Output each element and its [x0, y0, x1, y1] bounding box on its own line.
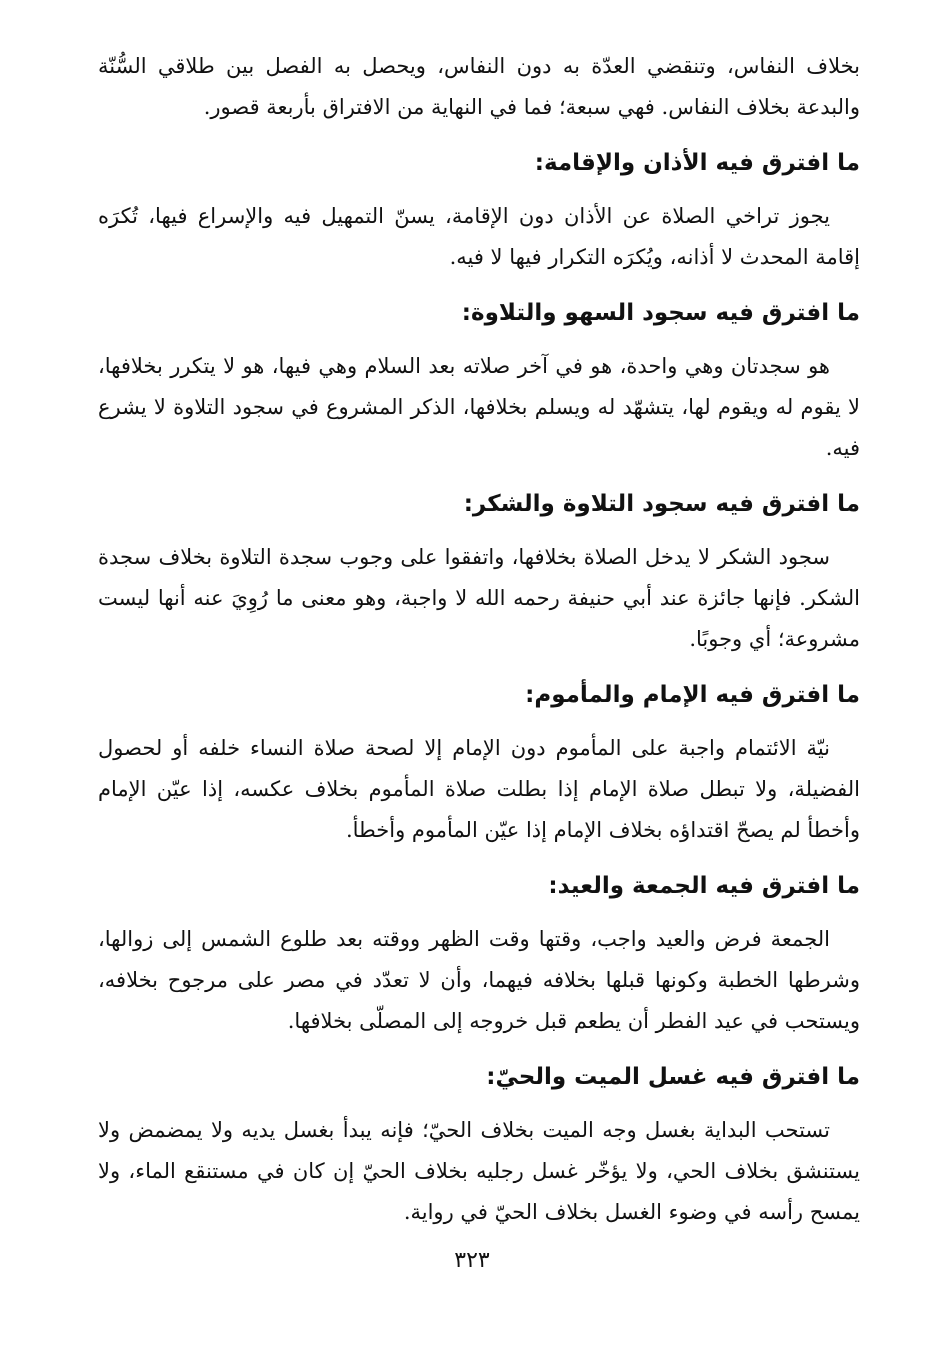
- page-body: [98, 46, 860, 1233]
- section-heading-adhan-iqama: ما افترق فيه الأذان والإقامة:: [534, 150, 860, 176]
- section-body-imam-mamum: نيّة الائتمام واجبة على المأموم دون الإمام إلا لصحة صلاة النساء خلفه أو لحصول الفضيلة، ولا تبطل صلاة الإمام إذا بطلت صلاة المأموم بخلاف عكسه، إذا عيّن الإمام وأخطأ لم يصحّ اقتداؤه بخلاف الإمام إذا عيّن المأموم وأخطأ.: [98, 736, 860, 842]
- section-heading-tilawa-shukr: ما افترق فيه سجود التلاوة والشكر:: [463, 491, 860, 517]
- section-body-jumua-eid: الجمعة فرض والعيد واجب، وقتها وقت الظهر ووقته بعد طلوع الشمس إلى زوالها، وشرطها الخطبة وكونها قبلها بخلافه فيهما، وأن لا تعدّد في مصر على مرجوح بخلافه، ويستحب في عيد الفطر أن يطعم قبل خروجه إلى المصلّى بخلافها.: [98, 927, 860, 1033]
- section-heading-ghusl: ما افترق فيه غسل الميت والحيّ:: [486, 1064, 860, 1090]
- intro-paragraph: بخلاف النفاس، وتنقضي العدّة به دون النفاس، ويحصل به الفصل بين طلاقي السُّنّة والبدعة بخلاف النفاس. فهي سبعة؛ فما في النهاية من الافتراق بأربعة قصور.: [98, 54, 860, 119]
- section-heading-imam-mamum: ما افترق فيه الإمام والمأموم:: [525, 682, 860, 708]
- section-body-ghusl: تستحب البداية بغسل وجه الميت بخلاف الحيّ؛ فإنه يبدأ بغسل يديه ولا يمضمض ولا يستنشق بخلاف الحي، ولا يؤخّر غسل رجليه بخلاف الحيّ إن كان في مستنقع الماء، ولا يمسح رأسه في وضوء الغسل بخلاف الحيّ في رواية.: [98, 1118, 860, 1224]
- section-body-tilawa-shukr: سجود الشكر لا يدخل الصلاة بخلافها، واتفقوا على وجوب سجدة التلاوة بخلاف سجدة الشكر. فإنها جائزة عند أبي حنيفة رحمه الله لا واجبة، وهو معنى ما رُوِيَ عنه أنها ليست مشروعة؛ أي وجوبًا.: [98, 545, 860, 651]
- page-number: ٣٢٣: [454, 1248, 490, 1273]
- section-heading-sahw-tilawa: ما افترق فيه سجود السهو والتلاوة:: [461, 300, 860, 326]
- section-heading-jumua-eid: ما افترق فيه الجمعة والعيد:: [548, 873, 860, 899]
- section-body-sahw-tilawa: هو سجدتان وهي واحدة، هو في آخر صلاته بعد السلام وهي فيها، هو لا يتكرر بخلافها، لا يقوم له ويقوم لها، يتشهّد له ويسلم بخلافها، الذكر المشروع في سجود التلاوة لا يشرع فيه.: [98, 354, 860, 460]
- section-body-adhan-iqama: يجوز تراخي الصلاة عن الأذان دون الإقامة، يسنّ التمهيل فيه والإسراع فيها، تُكرَه إقامة المحدث لا أذانه، ويُكرَه التكرار فيها لا فيه.: [98, 204, 860, 269]
